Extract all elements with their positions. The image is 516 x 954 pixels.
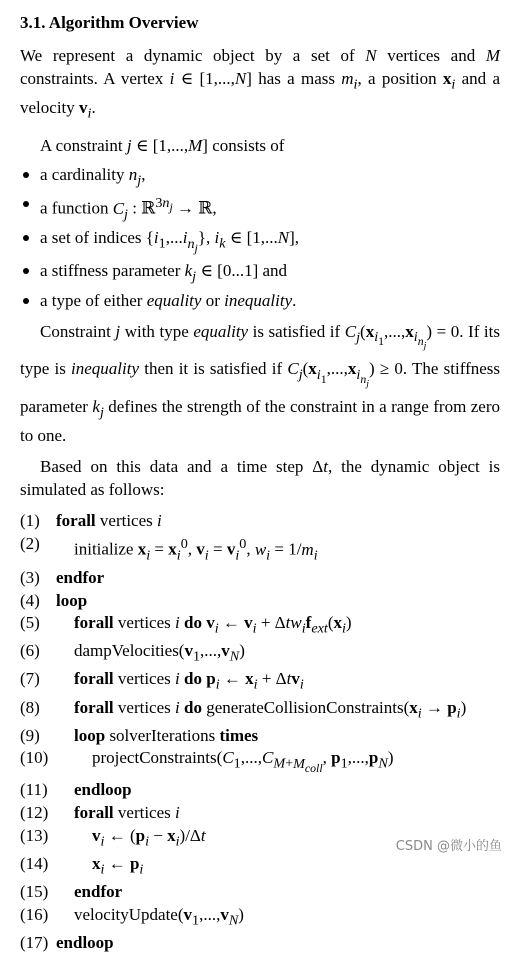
line-number: (7) [20, 669, 40, 689]
line-number: (6) [20, 641, 40, 661]
line-number: (12) [20, 802, 49, 822]
list-item: a type of either equality or inequality. [20, 289, 500, 312]
line-number: (1) [20, 511, 40, 531]
paragraph-constraint-types: Constraint j with type equality is satisfied if $C_j(x_{i_1},...,x_{i_{n_j}}) = 0$. If its type is inequality then it is satisfied if $C_j(x_{i_1},...,x_{i_{n_j}}) \ge 0$. The stiffness parameter $k_j$ defines the strength of the constraint in a range from zero to one. [20, 321, 501, 446]
paragraph-representation: We represent a dynamic object by a set of N vertices and M constraints. A vertex i ∈ [1,...,N] has a mass $m_i$, a position $x_i$ and a velocity $v_i$. [20, 46, 500, 122]
line-number: (13) [20, 825, 49, 845]
algorithm-line: (2) initialize $x_i = x_i^0$, $v_i = v_i^0$, $w_i = 1/m_i$ [20, 533, 500, 567]
line-number: (11) [20, 780, 48, 800]
algorithm-line: (8) forall vertices i do $generateCollisionConstraints(x_i \to p_i)$ [20, 697, 500, 725]
list-item: a set of indices $\{i_1,...i_{n_j}\}$, $i_k$ ∈ [1,...N], [20, 226, 500, 259]
paragraph-simulation-intro: Based on this data and a time step Δt, the dynamic object is simulated as follows: [20, 457, 500, 500]
algorithm-line: (5) forall vertices i do $v_i$ ← $v_i + \Delta tw_if_{ext}(x_i)$ [20, 612, 500, 640]
algorithm-line: (10) $projectConstraints(C_1,...,C_{M+M_{coll}}$, $p_1,...,p_N$) [20, 747, 500, 779]
algorithm-line: (15) endfor [20, 881, 500, 904]
list-item: a stiffness parameter $k_j$ ∈ [0...1] and [20, 259, 500, 288]
algorithm-line: (6) $dampVelocities(v_1,...,v_N)$ [20, 640, 500, 668]
algorithm-line: (16) $velocityUpdate(v_1,...,v_N)$ [20, 904, 500, 932]
algorithm-line: (3) endfor [20, 567, 500, 590]
paper-page [20, 10, 500, 954]
algorithm-line: (1) forall vertices i [20, 510, 500, 533]
line-number: (15) [20, 881, 49, 901]
section-title: 3.1. Algorithm Overview [20, 13, 199, 32]
csdn-watermark: CSDN @微小的鱼 [395, 839, 502, 854]
line-number: (8) [20, 697, 40, 717]
constraint-properties-list [20, 163, 500, 312]
algorithm-line: (13) $v_i$ ← $(p_i - x_i)/\Delta t$ [20, 825, 500, 853]
algorithm-line: (7) forall vertices i do $p_i$ ← $x_i + \Delta tv_i$ [20, 668, 500, 696]
algorithm-line: (17) endloop [20, 932, 500, 954]
list-item: a cardinality $n_j$, [20, 163, 500, 192]
line-number: (17) [20, 932, 49, 952]
line-number: (3) [20, 567, 40, 587]
list-item: a function $C_j$ : ℝ$^{3n_j}$ → ℝ, [20, 192, 500, 226]
line-number: (14) [20, 853, 49, 873]
line-number: (16) [20, 904, 49, 924]
algorithm-line: (12) forall vertices i [20, 802, 500, 825]
algorithm-line: (9) loop solverIterations times [20, 725, 500, 748]
line-number: (9) [20, 725, 40, 745]
line-number: (5) [20, 613, 40, 633]
algorithm-line: (14) $x_i$ ← $p_i$ [20, 853, 500, 881]
line-number: (2) [20, 534, 40, 554]
algorithm-listing [20, 510, 500, 954]
paragraph-constraint-intro: A constraint j ∈ [1,...,M] consists of [40, 135, 285, 155]
algorithm-line: (4) loop [20, 590, 500, 613]
line-number: (10) [20, 748, 49, 768]
line-number: (4) [20, 590, 40, 610]
algorithm-line: (11) endloop [20, 779, 500, 802]
